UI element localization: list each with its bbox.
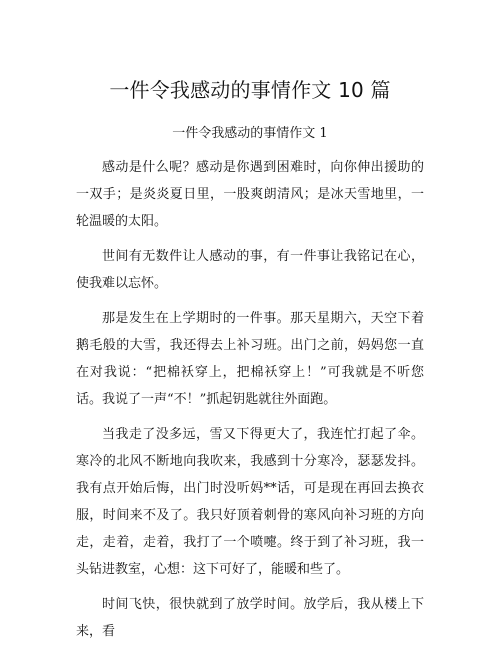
paragraph-1: 感动是什么呢？感动是你遇到困难时，向你伸出援助的一双手；是炎炎夏日里，一股爽朗清风；是冰天雪地里，一轮温暖的太阳。 [76,160,424,229]
paragraph-4: 当我走了没多远，雪又下得更大了，我连忙打起了伞。寒冷的北风不断地向我吹来，我感到十分寒冷，瑟瑟发抖。我有点开始后悔，出门时没听妈**话，可是现在再回去换衣服，时间来不及了。我只好顶着刺骨的寒风向补习班的方向走，走着，走着，我打了一个喷嚏。终于到了补习班，我一头钻进教室，心想：这下可好了，能暖和些了。 [76,427,424,577]
paragraph-2: 世间有无数件让人感动的事，有一件事让我铭记在心，使我难以忘怀。 [76,249,424,291]
essay-heading: 一件令我感动的事情作文 1 [172,126,328,141]
document-title: 一件令我感动的事情作文 10 篇 [109,78,391,102]
paragraph-3: 那是发生在上学期时的一件事。那天星期六，天空下着鹅毛般的大雪，我还得去上补习班。出门之前，妈妈您一直在对我说：“把棉袄穿上，把棉袄穿上！”可我就是不听您话。我说了一声“不！”抓起钥匙就往外面跑。 [76,311,424,407]
paragraph-5: 时间飞快，很快就到了放学时间。放学后，我从楼上下来，看 [76,597,424,639]
essay-body [76,154,424,645]
